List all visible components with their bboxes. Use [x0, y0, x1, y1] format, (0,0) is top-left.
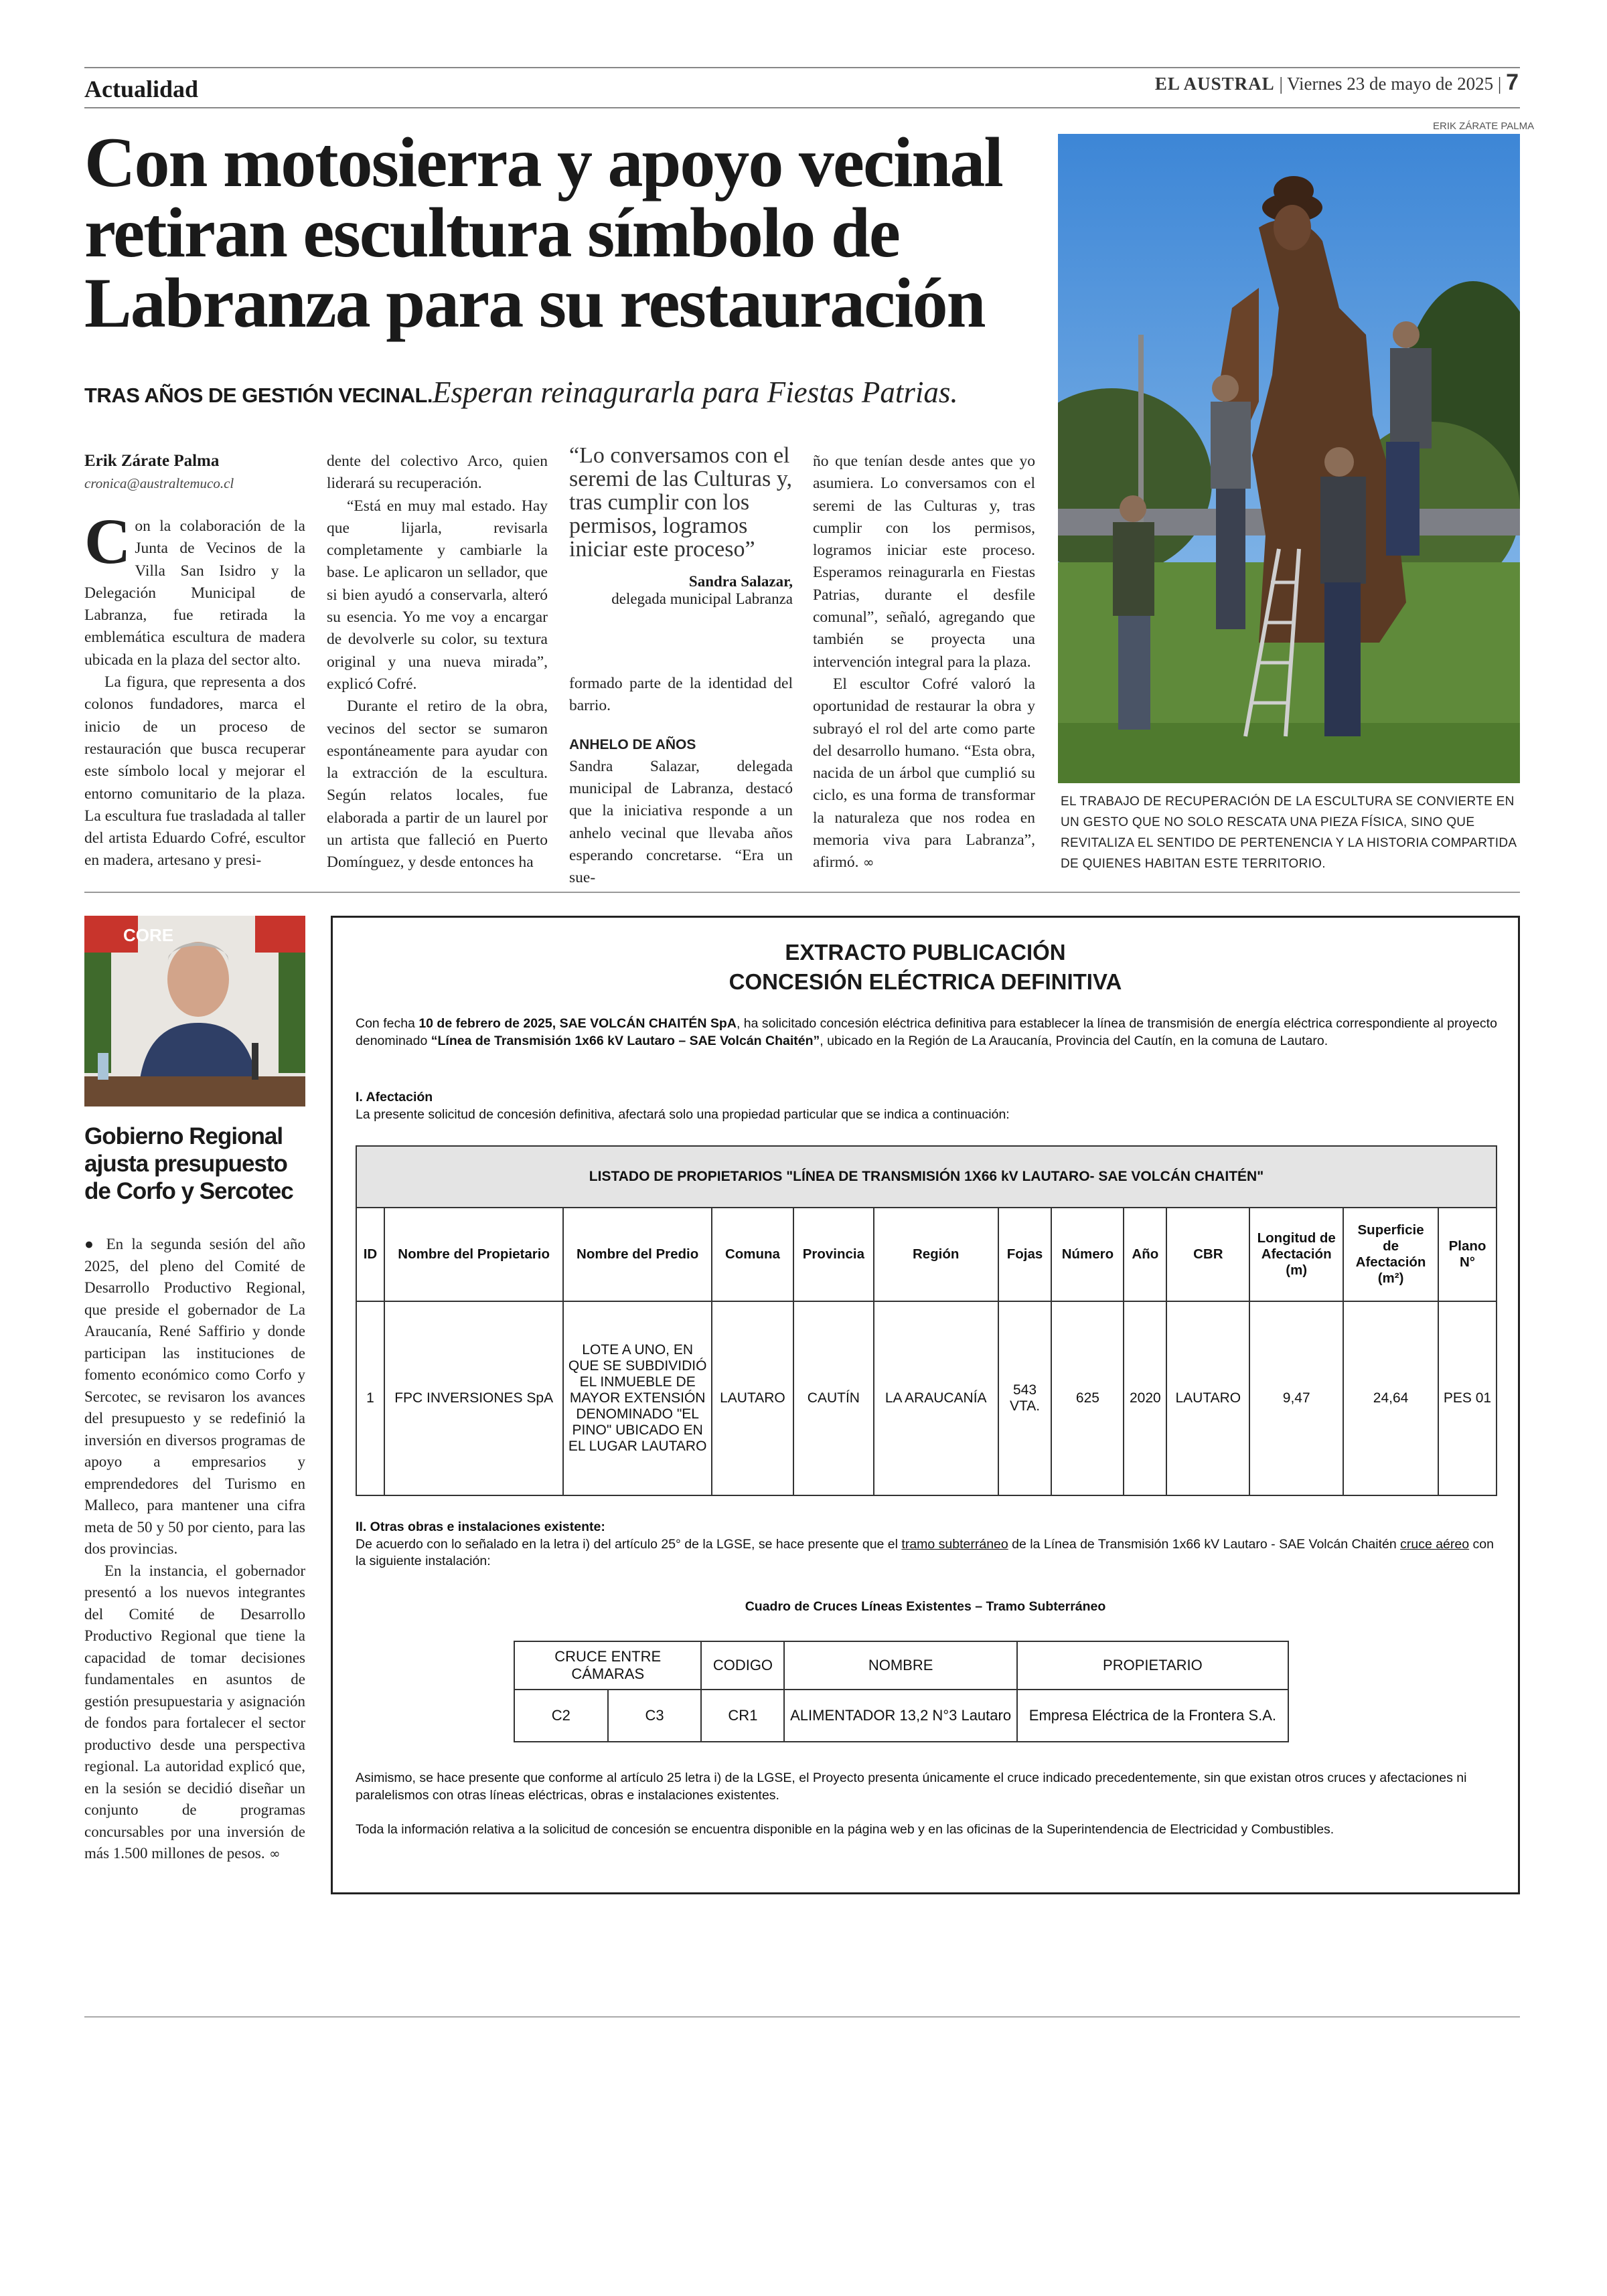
paragraph: Sandra Salazar, delegada municipal de Labranza, destacó que la iniciativa responde a un anhelo vecinal que llevaba años esperando concretarse. “Era un sue- [569, 757, 793, 887]
section-divider [84, 892, 1520, 893]
quote-name: Sandra Salazar, [688, 573, 793, 590]
paragraph: El escultor Cofré valoró la oportunidad de restaurar la obra y subrayó el rol del arte como parte del desarrollo humano. “Esta obra, nacida de un árbol que cumplió su ciclo, es una forma de transformar la naturaleza que nos rodea en memoria viva para Labranza”, afirmó. [813, 675, 1035, 872]
bullet-icon: ● [84, 1236, 106, 1252]
underlined-term: tramo subterráneo [901, 1536, 1008, 1552]
table-cell: ALIMENTADOR 13,2 N°3 Lautaro [784, 1690, 1016, 1742]
newspaper-name: EL AUSTRAL [1154, 74, 1275, 94]
kicker: TRAS AÑOS DE GESTIÓN VECINAL. [84, 384, 433, 407]
header-rule [84, 107, 1520, 108]
crossings-table-header [514, 1641, 1288, 1690]
crossings-title: Cuadro de Cruces Líneas Existentes – Tramo Subterráneo [745, 1599, 1106, 1614]
sidebar-photo [84, 916, 305, 1106]
crossings-table [514, 1641, 1289, 1742]
section-1 [356, 1089, 1497, 1123]
article-headline: Con motosierra y apoyo vecinal retiran escultura símbolo de Labranza para su restauración [84, 123, 1002, 342]
table-cell: 2020 [1124, 1301, 1166, 1495]
column-header: Nombre del Propietario [384, 1208, 563, 1301]
section-subhead: ANHELO DE AÑOS [569, 736, 696, 752]
notice-title-line-2: CONCESIÓN ELÉCTRICA DEFINITIVA [729, 969, 1122, 994]
underlined-term: cruce aéreo [1400, 1536, 1470, 1552]
column-header: Plano N° [1438, 1208, 1497, 1301]
text-bold: 10 de febrero de 2025, SAE VOLCÁN CHAITÉN SpA [418, 1016, 737, 1031]
page-number: 7 [1506, 70, 1519, 95]
text: de la Línea de Transmisión 1x66 kV Lautaro - SAE Volcán Chaitén [1008, 1536, 1401, 1552]
notice-title-line-1: EXTRACTO PUBLICACIÓN [785, 940, 1066, 965]
sidebar-text [84, 1234, 305, 1865]
text: , ubicado en la Región de La Araucanía, Provincia del Cautín, en la comuna de Lautaro. [820, 1033, 1328, 1048]
table-cell: LAUTARO [712, 1301, 793, 1495]
quote-attribution [569, 573, 793, 608]
column-header: NOMBRE [784, 1641, 1016, 1690]
table-cell: C3 [608, 1690, 702, 1742]
owners-table [356, 1145, 1497, 1496]
column-header: Nombre del Predio [563, 1208, 712, 1301]
column-header: CODIGO [701, 1641, 784, 1690]
paragraph: En la instancia, el gobernador presentó a los nuevos integrantes del Comité de Desarrollo Productivo Regional que tiene la capacidad de tomar decisiones fundamentales en asuntos de gestión presupuestaria y asignación de fondos para fortalecer el sector productivo desde una perspectiva regional. La autoridad explicó que, en la sesión se decidió diseñar un conjunto de programas concursables por una inversión de más 1.500 millones de pesos. [84, 1562, 305, 1862]
table-row [514, 1690, 1288, 1742]
table-cell: LAUTARO [1166, 1301, 1249, 1495]
byline: Erik Zárate Palma [84, 452, 220, 470]
section-1-title: I. Afectación [356, 1090, 433, 1104]
column-header: Año [1124, 1208, 1166, 1301]
text: , ha solicitado concesión eléctrica definitiva para establecer la línea de transmisión de energía eléctrica correspondiente al proyecto denominado [356, 1016, 1497, 1048]
text: De acuerdo con lo señalado en la letra i) del artículo 25° de la LGSE, se hace presente que el [356, 1536, 902, 1552]
owners-table-title: LISTADO DE PROPIETARIOS "LÍNEA DE TRANSMISIÓN 1X66 kV LAUTARO- SAE VOLCÁN CHAITÉN" [356, 1146, 1497, 1208]
column-header: PROPIETARIO [1017, 1641, 1288, 1690]
photo-credit: ERIK ZÁRATE PALMA [1433, 120, 1535, 132]
table-cell: LA ARAUCANÍA [874, 1301, 998, 1495]
table-cell: FPC INVERSIONES SpA [384, 1301, 563, 1495]
lead-paragraph: on la colaboración de la Junta de Vecinos de la Villa San Isidro y la Delegación Municipal de Labranza, fue retirada la emblemática escultura de madera ubicada en la plaza del sector alto. [84, 517, 305, 669]
notice-closing-1: Asimismo, se hace presente que conforme al artículo 25 letra i) de la LGSE, el Proyecto presenta únicamente el cruce indicado precedentemente, sin que existan otros cruces y afectaciones ni paralelismos con otras líneas eléctricas, obras e instalaciones existentes. [356, 1771, 1467, 1803]
paragraph: ño que tenían desde antes que yo asumiera. Lo conversamos con el seremi de las Culturas y, tras cumplir con los permisos, logramos iniciar este proceso. Esperamos reinagurarla en Fiestas Patrias, durante el desfile comunal”, señaló, agregando que también se proyecta una intervención integral para la plaza. [813, 453, 1035, 671]
table-cell: LOTE A UNO, EN QUE SE SUBDIVIDIÓ EL INMUEBLE DE MAYOR EXTENSIÓN DENOMINADO "EL PINO" UBICADO EN EL LUGAR LAUTARO [563, 1301, 712, 1495]
dropcap: C [84, 505, 131, 577]
end-mark-icon: ∞ [264, 1846, 281, 1862]
table-cell: Empresa Eléctrica de la Frontera S.A. [1017, 1690, 1288, 1742]
notice-title [333, 938, 1518, 997]
quote-role: delegada municipal Labranza [611, 590, 793, 607]
column-header: Región [874, 1208, 998, 1301]
article-column-2 [327, 450, 548, 874]
table-cell: CR1 [701, 1690, 784, 1742]
table-row [356, 1301, 1497, 1495]
column-header: CRUCE ENTRE CÁMARAS [514, 1641, 701, 1690]
column-header: CBR [1166, 1208, 1249, 1301]
paragraph: En la segunda sesión del año 2025, del pleno del Comité de Desarrollo Productivo Regional, que preside el gobernador de La Araucanía, René Saffirio y donde participan las instituciones de fomento económico como Corfo y Sercotec, se revisaron los avances del presupuesto y se redefinió la inversión en diversos programas de apoyo a empresarios y emprendedores del Turismo en Malleco, para mantener una cifra meta de 50 y 50 por ciento, para las dos provincias. [84, 1236, 305, 1557]
column-header: ID [356, 1208, 384, 1301]
table-cell: CAUTÍN [793, 1301, 874, 1495]
paragraph: Durante el retiro de la obra, vecinos del sector se sumaron espontáneamente para ayudar con la extracción de la escultura. Según relatos locales, fue elaborada a partir de un laurel por un artista que falleció en Puerto Domínguez, y desde entonces ha [327, 698, 548, 872]
section-2 [356, 1519, 1497, 1570]
article-column-1 [84, 505, 305, 872]
issue-date: Viernes 23 de mayo de 2025 [1287, 74, 1494, 94]
column-header: Provincia [793, 1208, 874, 1301]
header-rule-top [84, 67, 1520, 68]
sculpture-photo-illustration [1058, 134, 1520, 783]
core-sign: CORE [123, 925, 174, 945]
deck: Esperan reinagurarla para Fiestas Patrias. [433, 376, 958, 409]
table-cell: 9,47 [1249, 1301, 1343, 1495]
table-cell: PES 01 [1438, 1301, 1497, 1495]
bottom-rule [84, 2016, 1520, 2018]
table-cell: 625 [1051, 1301, 1124, 1495]
table-cell: C2 [514, 1690, 608, 1742]
column-header: Longitud de Afectación (m) [1249, 1208, 1343, 1301]
header-separator: | [1279, 74, 1288, 94]
text: con la siguiente instalación: [356, 1536, 1494, 1568]
column-header: Superficie de Afectación (m²) [1343, 1208, 1438, 1301]
pull-quote-text: “Lo conversamos con el seremi de las Culturas y, tras cumplir con los permisos, logramos iniciar este proceso” [569, 443, 792, 562]
text: Con fecha [356, 1016, 419, 1031]
column-header: Número [1051, 1208, 1124, 1301]
owners-table-header [356, 1208, 1497, 1301]
notice-intro [356, 1015, 1497, 1050]
governor-photo-illustration [84, 916, 305, 1106]
article-subhead [84, 375, 1062, 410]
notice-closing-2: Toda la información relativa a la solicitud de concesión se encuentra disponible en la página web y en las oficinas de la Superintendencia de Electricidad y Combustibles. [356, 1822, 1334, 1837]
section-2-title: II. Otras obras e instalaciones existente: [356, 1520, 605, 1534]
article-column-3 [569, 673, 793, 890]
column-header: Comuna [712, 1208, 793, 1301]
photo-caption: EL TRABAJO DE RECUPERACIÓN DE LA ESCULTURA SE CONVIERTE EN UN GESTO QUE NO SOLO RESCATA UNA PIEZA FÍSICA, SINO QUE REVITALIZA EL SENTIDO DE PERTENENCIA Y LA HISTORIA COMPARTIDA DE QUIENES HABITAN ESTE TERRITORIO. [1061, 795, 1517, 871]
end-mark-icon: ∞ [858, 854, 874, 871]
author-email[interactable]: cronica@australtemuco.cl [84, 475, 234, 491]
section-1-text: La presente solicitud de concesión definitiva, afectará solo una propiedad particular que se indica a continuación: [356, 1106, 1010, 1122]
paragraph: La figura, que representa a dos colonos fundadores, marca el inicio de un proceso de restauración que busca recuperar este símbolo local y mejorar el entorno comunitario de la plaza. La escultura fue trasladada al taller del artista Eduardo Cofré, escultor en madera, artesano y presi- [84, 673, 305, 870]
sidebar-title: Gobierno Regional ajusta presupuesto de Corfo y Sercotec [84, 1123, 293, 1204]
table-cell: 1 [356, 1301, 384, 1495]
header-separator: | [1497, 74, 1507, 94]
column-header: Fojas [998, 1208, 1052, 1301]
table-cell: 543 VTA. [998, 1301, 1052, 1495]
project-name: “Línea de Transmisión 1x66 kV Lautaro – SAE Volcán Chaitén” [431, 1033, 820, 1048]
page-header [1155, 70, 1519, 96]
table-cell: 24,64 [1343, 1301, 1438, 1495]
sculpture-photo [1058, 134, 1520, 783]
legal-notice [331, 916, 1520, 1894]
article-column-4 [813, 450, 1035, 874]
pull-quote [569, 444, 793, 608]
paragraph: dente del colectivo Arco, quien liderará su recuperación. [327, 453, 548, 493]
paragraph: “Está en muy mal estado. Hay que lijarla, revisarla completamente y cambiarle la base. Le aplicaron un sellador, que si bien ayudó a conservarla, alteró su esencia. Yo me voy a encargar de devolverle su color, su textura original y una nueva mirada”, explicó Cofré. [327, 497, 548, 693]
paragraph: formado parte de la identidad del barrio. [569, 675, 793, 715]
section-name: Actualidad [84, 76, 199, 102]
